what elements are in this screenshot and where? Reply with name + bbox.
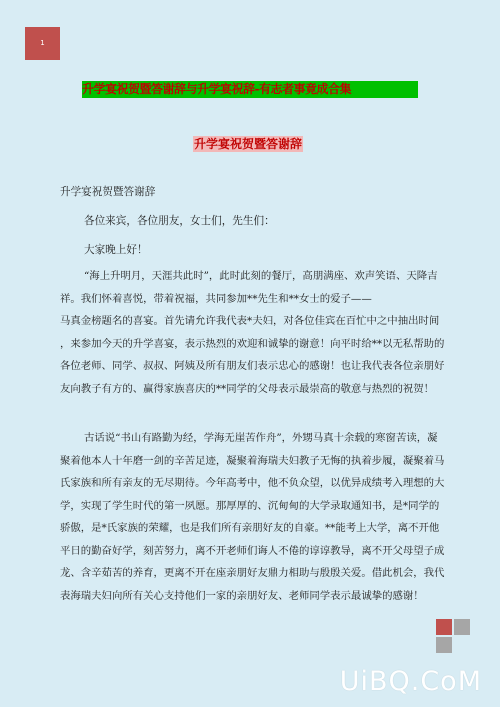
- gray-square-icon: [454, 619, 470, 635]
- paragraph-line: 骄傲，是*氏家族的荣耀，也是我们所有亲朋好友的自豪。**能考上大学，离不开他: [60, 522, 440, 534]
- speech-title-line: 升学宴祝贺暨答谢辞: [60, 186, 156, 198]
- paragraph-line: ，来参加今天的升学喜宴，表示热烈的欢迎和诚挚的谢意！向平时给**以无私帮助的: [60, 337, 445, 350]
- page-number: 1: [40, 39, 45, 47]
- paragraph-line: 古话说“书山有路勤为经，学海无崖苦作舟”，外甥马真十余载的寒窗苦读，凝: [84, 432, 438, 444]
- page-number-box: [25, 27, 60, 60]
- paragraph-1: [60, 265, 468, 400]
- decorative-squares-icon: [436, 619, 470, 653]
- paragraph-line: 龙、含辛茹苦的养育，更离不开在座亲朋好友鼎力相助与殷殷关爱。借此机会，我代: [60, 567, 445, 579]
- red-square-icon: [436, 619, 452, 635]
- gray-square-icon: [436, 637, 452, 653]
- paragraph-line: “海上升明月，天涯共此时”，此时此刻的餐厅，高朋满座、欢声笑语、天降吉: [84, 270, 438, 282]
- paragraph-line: 学，实现了学生时代的第一夙愿。那厚厚的、沉甸甸的大学录取通知书，是*同学的: [60, 499, 440, 512]
- paragraph-line: 各位老师、同学、叔叔、阿姨及所有朋友们表示忠心的感谢！也让我代表各位亲朋好: [60, 360, 445, 372]
- greeting-line: 大家晚上好！: [84, 244, 148, 256]
- paragraph-line: 祥。我们怀着喜悦，带着祝福，共同参加**先生和**女士的爱子——: [60, 292, 372, 305]
- watermark: UiBQ.CoM: [339, 666, 482, 697]
- paragraph-line: 马真金榜题名的喜宴。首先请允许我代表*夫妇，对各位佳宾在百忙中之中抽出时间: [60, 315, 440, 327]
- salutation-line: 各位来宾，各位朋友，女士们，先生们：: [84, 215, 275, 227]
- paragraph-line: 氏家族和所有亲友的无尽期待。今年高考中，他不负众望，以优异成绩考入理想的大: [60, 477, 445, 489]
- paragraph-line: 聚着他本人十年磨一剑的辛苦足迹，凝聚着海瑞夫妇教子无悔的执着步履，凝聚着马: [60, 454, 445, 467]
- paragraph-line: 平日的勤奋好学，刻苦努力，离不开老师们诲人不倦的谆谆教导，离不开父母望子成: [60, 544, 445, 557]
- paragraph-line: 表海瑞夫妇向所有关心支持他们一家的亲朋好友、老师同学表示最诚挚的感谢！: [60, 589, 424, 602]
- paragraph-2: [60, 427, 468, 607]
- section-heading: 升学宴祝贺暨答谢辞: [194, 137, 303, 151]
- paragraph-line: 友向教子有方的、赢得家族喜庆的**同学的父母表示最崇高的敬意与热烈的祝贺！: [60, 382, 435, 395]
- document-title: 升学宴祝贺暨答谢辞与升学宴祝辞-有志者事竟成合集: [82, 81, 418, 98]
